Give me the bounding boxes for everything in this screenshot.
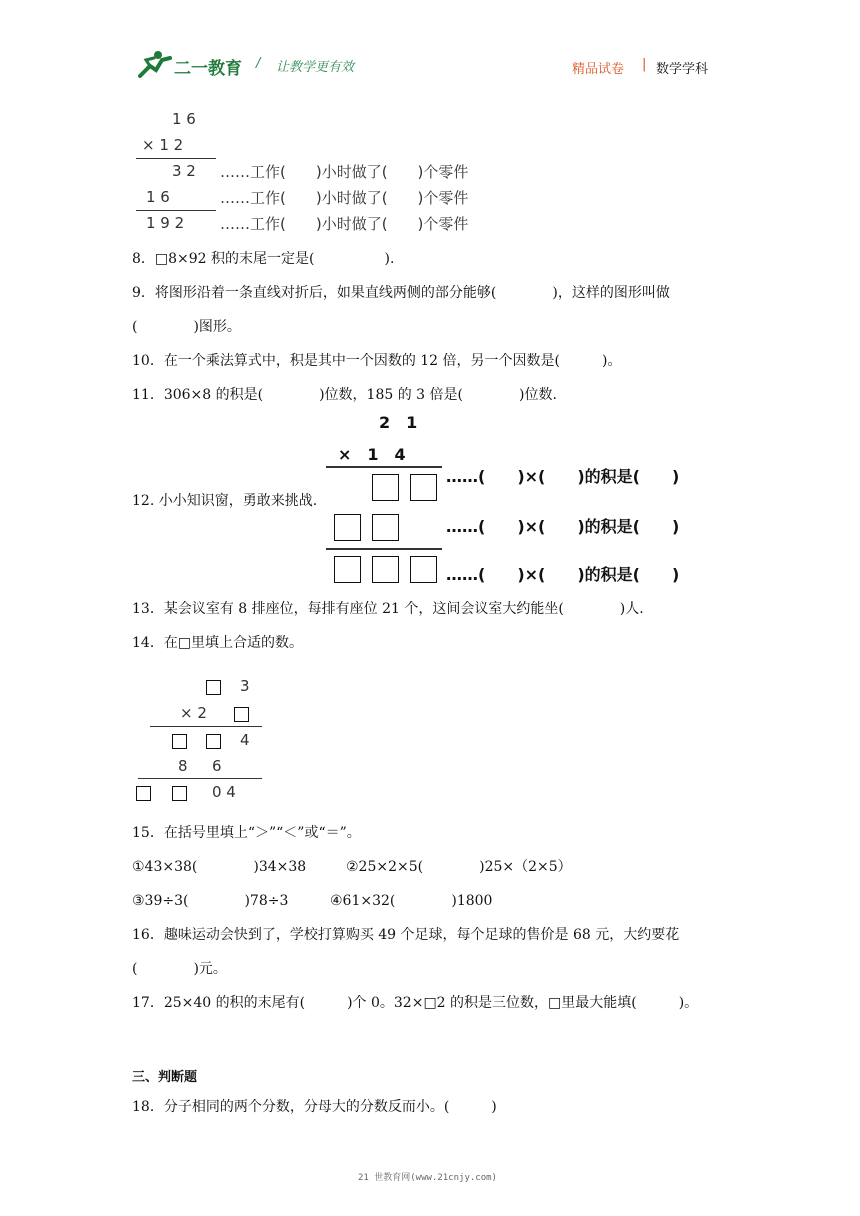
- q14-digit-8: 8: [178, 757, 188, 775]
- q12-answer-box[interactable]: [410, 556, 437, 583]
- calc1-top: 1 6: [172, 110, 196, 128]
- question-9-line-1: 9．将图形沿着一条直线对折后，如果直线两侧的部分能够( )，这样的图形叫做: [132, 285, 670, 301]
- q12-label: 12. 小小知识窗，勇敢来挑战.: [132, 493, 318, 509]
- calc1-row-1: ……工作( )小时做了( )个零件: [220, 163, 469, 181]
- q15-item-3: ③39÷3( )78÷3: [132, 893, 289, 909]
- q12-answer-box[interactable]: [334, 556, 361, 583]
- question-9-line-2: ( )图形。: [132, 319, 241, 335]
- q15-label: 15．在括号里填上“＞”“＜”或“＝”。: [132, 825, 361, 841]
- calc1-multiplier: × 1 2: [142, 136, 184, 154]
- question-11: 11．306×8 的积是( )位数，185 的 3 倍是( )位数.: [132, 387, 557, 403]
- section-3-heading: 三、判断题: [132, 1070, 198, 1085]
- calc1-partial-2: 1 6: [146, 188, 170, 206]
- q14-digit-box[interactable]: [172, 786, 187, 801]
- question-18: 18．分子相同的两个分数，分母大的分数反而小。( ): [132, 1099, 497, 1115]
- calc1-result: 1 9 2: [146, 214, 185, 232]
- q12-answer-box[interactable]: [410, 474, 437, 501]
- question-17: 17．25×40 的积的末尾有( )个 0。32×□2 的积是三位数，□里最大能填( )。: [132, 995, 699, 1011]
- footer-text: 21 世教育网(www.21cnjy.com): [358, 1173, 497, 1183]
- calc1-partial-1: 3 2: [172, 162, 196, 180]
- q14-digit-box[interactable]: [136, 786, 151, 801]
- question-10: 10．在一个乘法算式中，积是其中一个因数的 12 倍，另一个因数是( )。: [132, 353, 622, 369]
- q14-digit-6: 6: [212, 757, 222, 775]
- q12-row-1: ……( )×( )的积是( ): [446, 467, 680, 486]
- q12-answer-box[interactable]: [372, 514, 399, 541]
- question-13: 13．某会议室有 8 排座位，每排有座位 21 个，这间会议室大约能坐( )人.: [132, 601, 644, 617]
- logo: [136, 48, 246, 80]
- q14-digit-box[interactable]: [206, 680, 221, 695]
- q12-multiplier: × 1 4: [338, 445, 406, 464]
- q12-line-2: [326, 548, 442, 550]
- q14-line-1: [150, 726, 262, 727]
- slogan-divider: /: [256, 56, 261, 71]
- q12-row-3: ……( )×( )的积是( ): [446, 565, 680, 584]
- question-8: 8．□8×92 积的末尾一定是( ).: [132, 251, 395, 267]
- calc1-line-2: [136, 210, 216, 211]
- q12-line-1: [326, 466, 442, 468]
- q14-digit-box[interactable]: [206, 734, 221, 749]
- q14-digit-3: 3: [240, 677, 250, 695]
- q15-item-4: ④61×32( )1800: [330, 893, 493, 909]
- q14-multiplier: × 2: [180, 704, 207, 722]
- q14-digit-4: 4: [240, 731, 250, 749]
- q15-item-2: ②25×2×5( )25×（2×5）: [346, 859, 572, 875]
- q14-digits-04: 0 4: [212, 783, 236, 801]
- question-16-line-1: 16．趣味运动会快到了，学校打算购买 49 个足球，每个足球的售价是 68 元，大约要花: [132, 927, 680, 943]
- q14-line-2: [138, 778, 262, 779]
- q12-answer-box[interactable]: [334, 514, 361, 541]
- calc1-line-1: [136, 158, 216, 159]
- calc1-row-3: ……工作( )小时做了( )个零件: [220, 215, 469, 233]
- header-tag: 精品试卷: [572, 62, 625, 77]
- q15-item-1: ①43×38( )34×38: [132, 859, 307, 875]
- q12-answer-box[interactable]: [372, 474, 399, 501]
- logo-text: 二一教育: [174, 59, 242, 79]
- slogan: 让教学更有效: [276, 60, 355, 75]
- q14-digit-box[interactable]: [234, 707, 249, 722]
- header-divider: |: [642, 57, 647, 72]
- q14-digit-box[interactable]: [172, 734, 187, 749]
- q12-answer-box[interactable]: [372, 556, 399, 583]
- q12-row-2: ……( )×( )的积是( ): [446, 517, 680, 536]
- q12-top: 2 1: [379, 413, 418, 432]
- header-subject: 数学学科: [656, 62, 709, 77]
- question-16-line-2: ( )元。: [132, 961, 227, 977]
- runner-logo-icon: [136, 48, 176, 80]
- q14-label: 14．在□里填上合适的数。: [132, 635, 304, 651]
- calc1-row-2: ……工作( )小时做了( )个零件: [220, 189, 469, 207]
